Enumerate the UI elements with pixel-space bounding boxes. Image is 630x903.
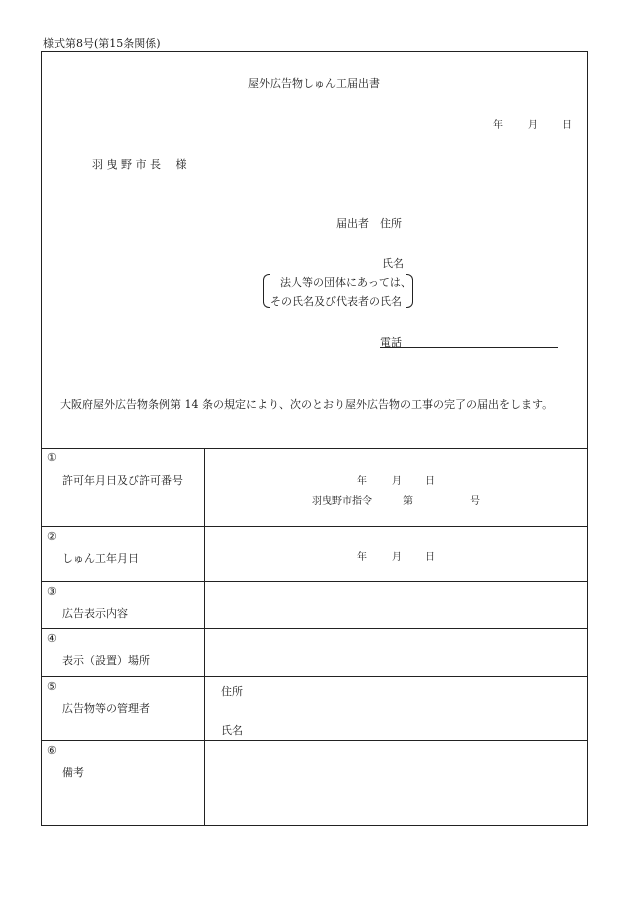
row-divider bbox=[41, 676, 588, 677]
row2-year-label: 年 bbox=[357, 552, 367, 563]
row-divider bbox=[41, 740, 588, 741]
row2-month-label: 月 bbox=[392, 552, 402, 563]
row-number: ② bbox=[47, 530, 57, 543]
row-divider bbox=[41, 581, 588, 582]
permit-go: 号 bbox=[470, 496, 480, 507]
row-number: ④ bbox=[47, 632, 57, 645]
addressee: 羽 曳 野 市 長 様 bbox=[92, 158, 187, 171]
permit-dai: 第 bbox=[403, 496, 413, 507]
row-number: ⑥ bbox=[47, 744, 57, 757]
date-month-label: 月 bbox=[528, 120, 538, 131]
notifier-label: 届出者 bbox=[336, 217, 369, 230]
permit-prefix: 羽曳野市指令 bbox=[312, 496, 372, 507]
notifier-address-label: 住所 bbox=[380, 217, 402, 230]
table-column-divider bbox=[204, 448, 205, 825]
corp-note-line1: 法人等の団体にあっては、 bbox=[280, 276, 412, 289]
form-number: 様式第8号(第15条関係) bbox=[43, 37, 161, 50]
corp-note-line2: その氏名及び代表者の氏名 bbox=[270, 295, 402, 308]
row-label: 許可年月日及び許可番号 bbox=[62, 474, 183, 487]
phone-label: 電話 bbox=[380, 336, 402, 349]
notifier-name-label: 氏名 bbox=[382, 257, 404, 270]
row-label: しゅん工年月日 bbox=[62, 552, 139, 565]
table-top-line bbox=[41, 448, 588, 449]
phone-underline bbox=[380, 347, 558, 348]
left-bracket bbox=[263, 274, 270, 308]
row1-month-label: 月 bbox=[392, 476, 402, 487]
row1-day-label: 日 bbox=[425, 476, 435, 487]
statement: 大阪府屋外広告物条例第 14 条の規定により、次のとおり屋外広告物の工事の完了の届出をします。 bbox=[60, 398, 554, 411]
row1-year-label: 年 bbox=[357, 476, 367, 487]
row-label: 備考 bbox=[62, 766, 84, 779]
row-label: 広告表示内容 bbox=[62, 607, 128, 620]
row-number: ① bbox=[47, 451, 57, 464]
manager-address-label: 住所 bbox=[221, 685, 243, 698]
row-divider bbox=[41, 628, 588, 629]
row-number: ⑤ bbox=[47, 680, 57, 693]
manager-name-label: 氏名 bbox=[221, 724, 243, 737]
date-year-label: 年 bbox=[493, 120, 503, 131]
row-number: ③ bbox=[47, 585, 57, 598]
date-day-label: 日 bbox=[562, 120, 572, 131]
row-label: 広告物等の管理者 bbox=[62, 702, 150, 715]
row2-day-label: 日 bbox=[425, 552, 435, 563]
right-bracket bbox=[406, 274, 413, 308]
row-label: 表示（設置）場所 bbox=[62, 654, 150, 667]
form-title: 屋外広告物しゅん工届出書 bbox=[248, 77, 380, 90]
row-divider bbox=[41, 526, 588, 527]
